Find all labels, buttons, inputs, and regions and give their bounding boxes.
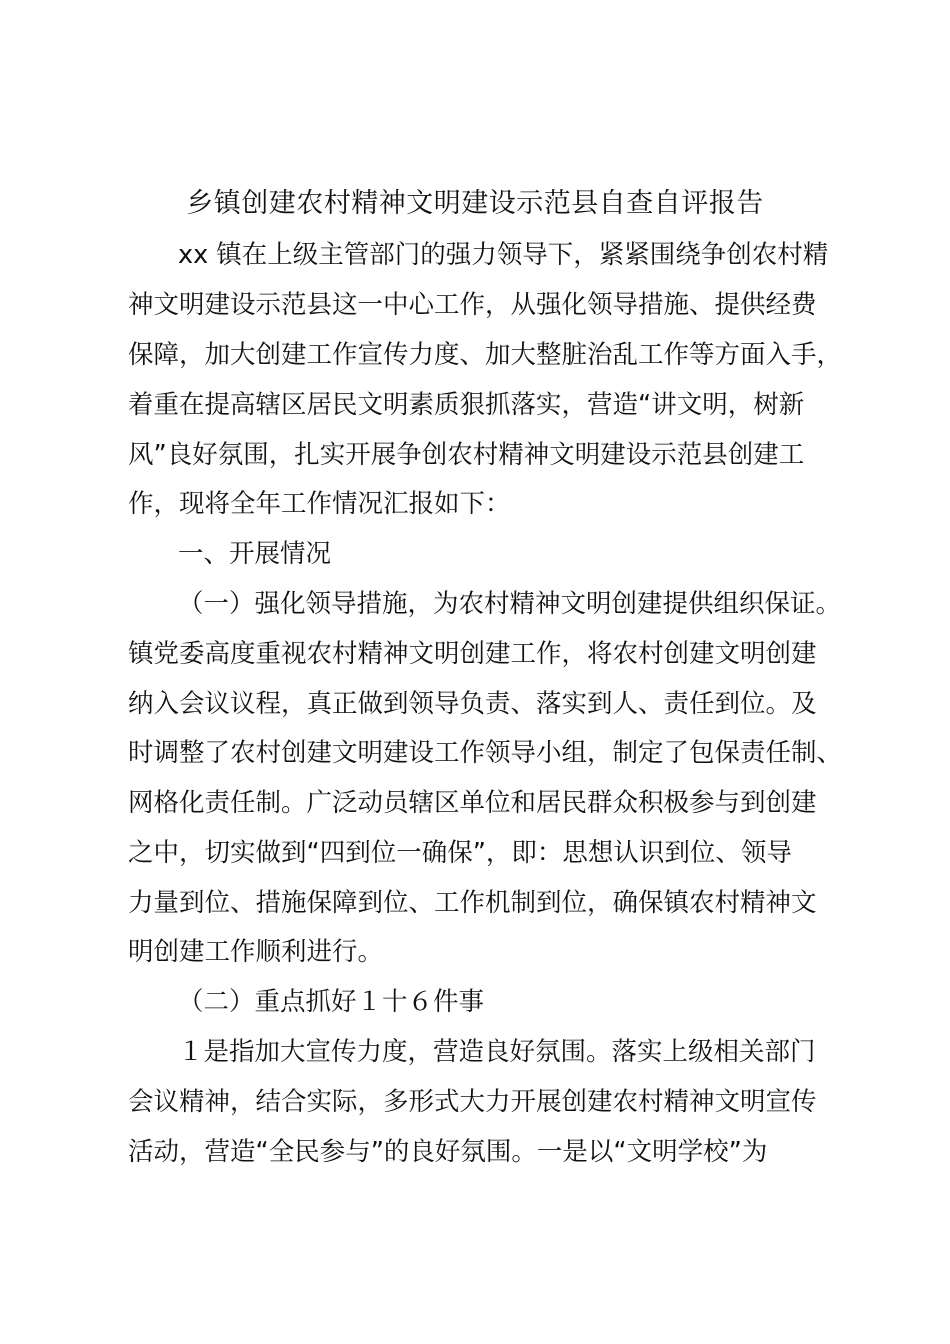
paragraph-line: xx 镇在上级主管部门的强力领导下，紧紧围绕争创农村精 [178,240,829,270]
paragraph-line: 镇党委高度重视农村精神文明创建工作，将农村创建文明创建 [128,639,817,669]
paragraph-line: 着重在提高辖区居民文明素质狠抓落实，营造“讲文明，树新 [128,390,805,420]
section-heading: 一、开展情况 [178,539,332,569]
paragraph-line: 之中，切实做到“四到位一确保”，即：思想认识到位、领导 [128,838,792,868]
paragraph-line: 时调整了农村创建文明建设工作领导小组，制定了包保责任制、 [128,738,843,768]
paragraph-line: 作，现将全年工作情况汇报如下： [128,489,511,519]
paragraph-line: １是指加大宣传力度，营造良好氛围。落实上级相关部门 [178,1037,816,1067]
paragraph-line: 网格化责任制。广泛动员辖区单位和居民群众积极参与到创建 [128,788,817,818]
paragraph-line: 活动，营造“全民参与”的良好氛围。一是以“文明学校”为 [128,1137,768,1167]
paragraph-line: 风”良好氛围，扎实开展争创农村精神文明建设示范县创建工 [128,440,805,470]
paragraph-line: 明创建工作顺利进行。 [128,937,384,967]
paragraph-line: 力量到位、措施保障到位、工作机制到位，确保镇农村精神文 [128,888,817,918]
document-title: 乡镇创建农村精神文明建设示范县自查自评报告 [186,188,764,219]
paragraph-line: 保障，加大创建工作宣传力度、加大整脏治乱工作等方面入手， [128,340,843,370]
paragraph-line: 会议精神，结合实际，多形式大力开展创建农村精神文明宣传 [128,1087,817,1117]
subsection-heading: （一）强化领导措施，为农村精神文明创建提供组织保证。 [178,589,842,619]
paragraph-line: 纳入会议议程，真正做到领导负责、落实到人、责任到位。及 [128,689,817,719]
paragraph-line: 神文明建设示范县这一中心工作，从强化领导措施、提供经费 [128,290,817,320]
subsection-heading: （二）重点抓好１十６件事 [178,987,485,1017]
